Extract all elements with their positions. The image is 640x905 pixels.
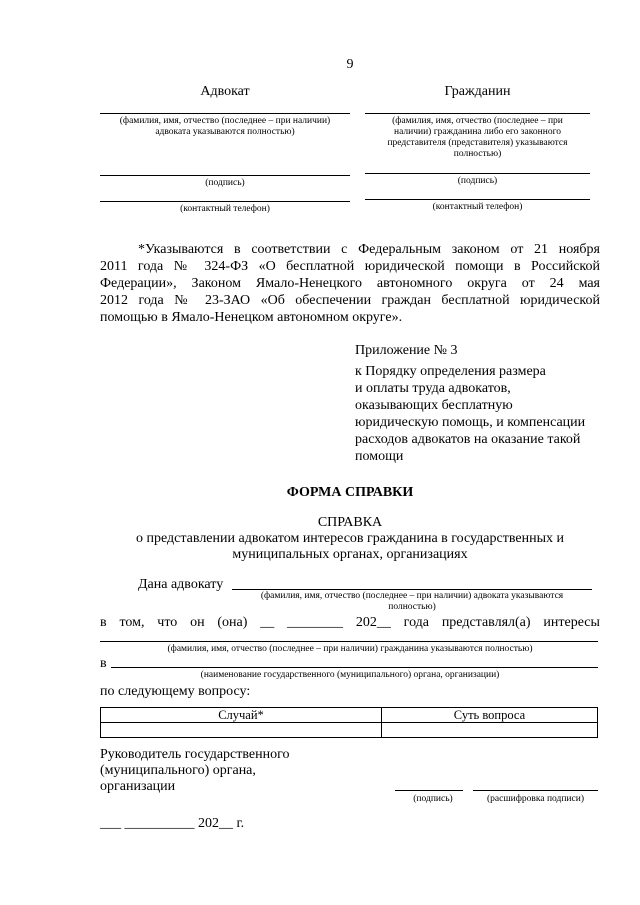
table-cell[interactable] xyxy=(101,723,382,738)
appendix-line-2: и оплаты труда адвокатов, xyxy=(355,381,511,396)
cases-table xyxy=(100,707,598,738)
footnote-line-4: 2012 года № 23-ЗАО «Об обеспечении граждан бесплатной юридической xyxy=(100,293,600,308)
head-decryption-caption: (расшифровка подписи) xyxy=(487,794,584,804)
in-label: в xyxy=(100,656,107,671)
issued-advocate-line[interactable] xyxy=(232,589,592,590)
citizen-full-name-caption: (фамилия, имя, отчество (последнее – при наличии) гражданина указываются полностью) xyxy=(167,644,533,654)
date-word: (она) xyxy=(217,615,248,630)
form-heading: ФОРМА СПРАВКИ xyxy=(286,485,414,500)
date-word: года xyxy=(403,615,429,630)
appendix-line-5: расходов адвокатов на оказание такой xyxy=(355,432,581,447)
organ-caption: (наименование государственного (муниципального) органа, организации) xyxy=(200,670,500,680)
form-title: СПРАВКА xyxy=(317,515,383,530)
date-word: в xyxy=(100,615,107,630)
table-header-row xyxy=(101,708,598,723)
date-word: том, xyxy=(119,615,145,630)
table-header-case: Случай* xyxy=(101,708,382,723)
advocate-signature-line xyxy=(100,175,350,176)
page-number: 9 xyxy=(346,57,354,72)
footnote-line-3: Федерации», Законом Ямало-Ненецкого автономного округа от 24 мая xyxy=(100,276,600,291)
table-cell[interactable] xyxy=(382,723,598,738)
date-word: что xyxy=(157,615,178,630)
head-decryption-line[interactable] xyxy=(473,790,598,791)
advocate-phone-line xyxy=(100,201,350,202)
date-word: интересы xyxy=(543,615,600,630)
organ-line[interactable] xyxy=(111,667,598,668)
document-date[interactable]: ___ __________ 202__ г. xyxy=(100,816,245,831)
representation-date-line xyxy=(100,614,600,631)
appendix-line-6: помощи xyxy=(355,449,404,464)
issued-caption-1: (фамилия, имя, отчество (последнее – при наличии) адвоката указываются xyxy=(260,591,564,601)
head-signature-line[interactable] xyxy=(395,790,463,791)
head-signature-caption: (подпись) xyxy=(413,794,453,804)
issued-label: Дана адвокату xyxy=(138,577,224,592)
citizen-name-caption-3: представителя (представителя) указываются xyxy=(387,138,568,148)
form-subtitle-1: о представлении адвокатом интересов гражданина в государственных и xyxy=(136,531,564,546)
citizen-signature-line xyxy=(365,173,590,174)
head-line-3: организации xyxy=(100,779,176,794)
date-year-blank[interactable]: 202__ xyxy=(355,615,391,630)
appendix-line-3: оказывающих бесплатную xyxy=(355,398,513,413)
date-month-blank[interactable]: ________ xyxy=(287,615,344,630)
citizen-signature-caption: (подпись) xyxy=(457,176,498,186)
citizen-name-caption-1: (фамилия, имя, отчество (последнее – при xyxy=(392,116,563,126)
date-day-blank[interactable]: __ xyxy=(260,615,275,630)
citizen-name-caption-2: наличии) гражданина либо его законного xyxy=(394,127,561,137)
form-subtitle-2: муниципальных органах, организациях xyxy=(232,547,468,562)
table-header-essence: Суть вопроса xyxy=(382,708,598,723)
question-label: по следующему вопросу: xyxy=(100,684,251,699)
issued-caption-2: полностью) xyxy=(388,602,436,612)
date-word: он xyxy=(190,615,205,630)
citizen-phone-line xyxy=(365,199,590,200)
date-word: представлял(а) xyxy=(441,615,531,630)
table-row[interactable] xyxy=(101,723,598,738)
footnote-line-2: 2011 года № 324-ФЗ «О бесплатной юридической помощи в Российской xyxy=(100,259,600,274)
advocate-name-line xyxy=(100,113,350,114)
footnote-line-1: *Указываются в соответствии с Федеральным законом от 21 ноября xyxy=(138,242,600,257)
citizen-full-name-line[interactable] xyxy=(100,641,598,642)
citizen-name-line xyxy=(365,113,590,114)
advocate-phone-caption: (контактный телефон) xyxy=(180,204,270,214)
appendix-title: Приложение № 3 xyxy=(355,343,458,358)
head-line-1: Руководитель государственного xyxy=(100,747,290,762)
advocate-name-caption-1: (фамилия, имя, отчество (последнее – при наличии) xyxy=(119,116,331,126)
citizen-phone-caption: (контактный телефон) xyxy=(432,202,523,212)
appendix-line-1: к Порядку определения размера xyxy=(355,364,546,379)
appendix-line-4: юридическую помощь, и компенсации xyxy=(355,415,586,430)
advocate-signature-caption: (подпись) xyxy=(205,178,245,188)
advocate-name-caption-2: адвоката указываются полностью) xyxy=(155,127,295,137)
head-line-2: (муниципального) органа, xyxy=(100,763,256,778)
footnote-line-5: помощью в Ямало-Ненецком автономном округе». xyxy=(100,310,403,325)
citizen-name-caption-4: полностью) xyxy=(453,149,502,159)
advocate-title: Адвокат xyxy=(200,84,250,99)
citizen-title: Гражданин xyxy=(444,84,511,99)
